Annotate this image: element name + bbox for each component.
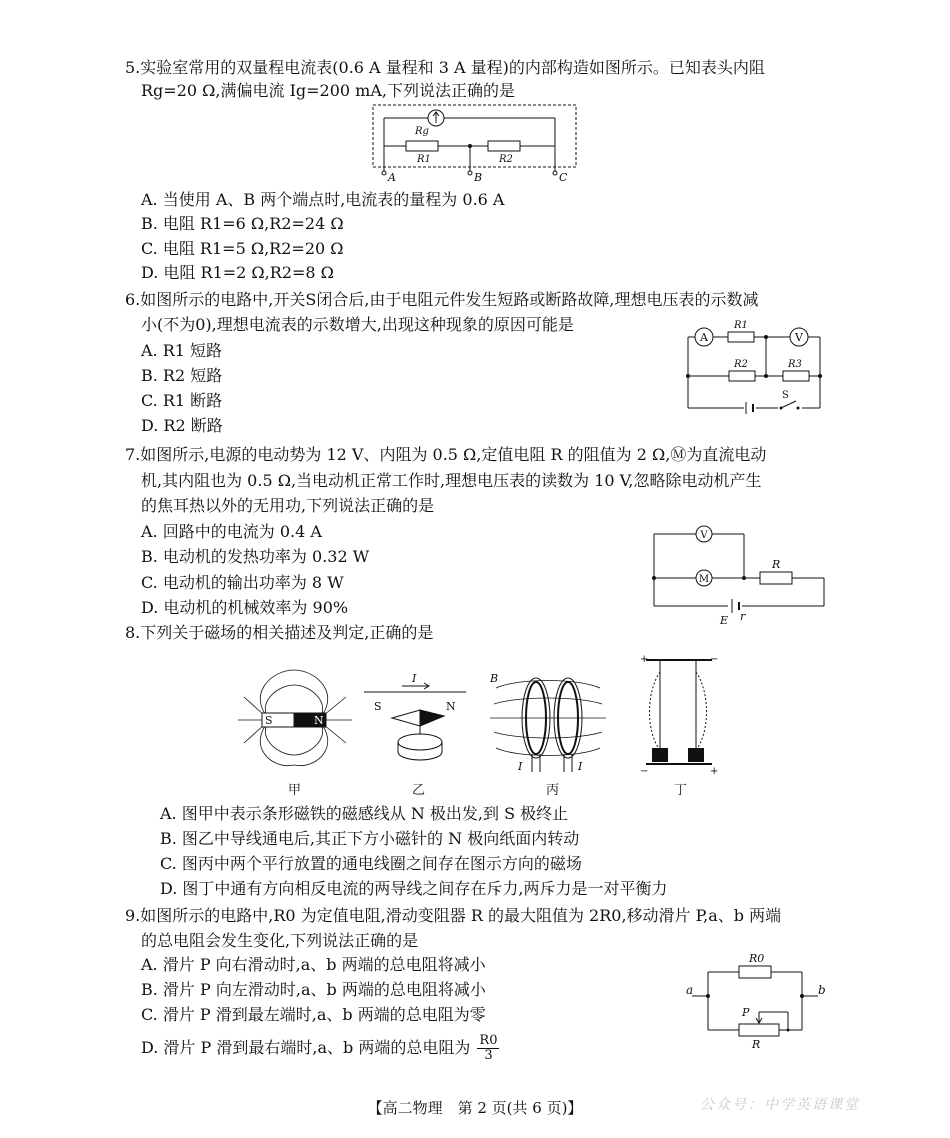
q5-fig-r1: R1 [417, 154, 431, 165]
q8-caption-yi: 乙 [412, 783, 426, 798]
q7-fig-rin: r [740, 610, 746, 623]
q8-option-d: D. 图丁中通有方向相反电流的两导线之间存在斥力,两斥力是一对平衡力 [160, 879, 668, 898]
q6-stem-line2: 小(不为0),理想电流表的示数增大,出现这种现象的原因可能是 [141, 315, 574, 334]
q6-option-d: D. R2 断路 [141, 416, 223, 435]
q8-ding-plus2: + [710, 766, 719, 777]
voltmeter-icon: V [700, 530, 708, 541]
q6-option-a: A. R1 短路 [141, 341, 223, 360]
q8-figure-yi [362, 672, 470, 767]
q5-fig-r2: R2 [499, 154, 513, 165]
q8-yi-n: N [446, 700, 456, 713]
q9-stem-line2: 的总电阻会发生变化,下列说法正确的是 [141, 931, 419, 950]
q9-fig-b: b [818, 983, 826, 997]
q5-option-a: A. 当使用 A、B 两个端点时,电流表的量程为 0.6 A [141, 190, 505, 209]
q7-stem-line3: 的焦耳热以外的无用功,下列说法正确的是 [141, 496, 435, 515]
q8-yi-i: I [412, 672, 417, 685]
q5-circuit-diagram [370, 103, 585, 183]
q9-stem-line1: 9.如图所示的电路中,R0 为定值电阻,滑动变阻器 R 的最大阻值为 2R0,移动滑片 P,a、b 两端 [125, 906, 782, 925]
q8-option-b: B. 图乙中导线通电后,其正下方小磁针的 N 极向纸面内转动 [160, 829, 580, 848]
q8-figure-jia [236, 665, 354, 765]
q8-caption-ding: 丁 [674, 783, 688, 798]
q6-fig-switch: S [782, 390, 789, 401]
q9-option-d-fraction [477, 1034, 499, 1063]
voltmeter-icon: V [795, 331, 803, 344]
q5-stem-line1: 5.实验室常用的双量程电流表(0.6 A 量程和 3 A 量程)的内部构造如图所示。已知表头内阻 [125, 58, 765, 77]
q8-bing-i1: I [518, 760, 523, 773]
q5-option-c: C. 电阻 R1=5 Ω,R2=20 Ω [141, 239, 344, 258]
q5-stem-line2: Rg=20 Ω,满偏电流 Ig=200 mA,下列说法正确的是 [141, 81, 515, 100]
q7-circuit-diagram [652, 524, 827, 629]
q9-option-d-text: D. 滑片 P 滑到最右端时,a、b 两端的总电阻为 [141, 1038, 471, 1057]
q5-fig-b: B [474, 171, 483, 184]
q8-figure-bing [488, 664, 608, 776]
q9-fig-p: P [742, 1006, 750, 1019]
q8-ding-plus: + [640, 654, 649, 665]
q7-option-d: D. 电动机的机械效率为 90% [141, 598, 349, 617]
fraction-numerator: R0 [479, 1033, 498, 1048]
q5-option-d: D. 电阻 R1=2 Ω,R2=8 Ω [141, 263, 334, 282]
q5-fig-rg: Rg [415, 126, 429, 137]
q6-circuit-diagram [686, 318, 826, 413]
q8-caption-jia: 甲 [288, 783, 302, 798]
fraction-denominator: 3 [484, 1048, 493, 1063]
q9-fig-a: a [686, 983, 694, 997]
q9-option-b: B. 滑片 P 向左滑动时,a、b 两端的总电阻将减小 [141, 980, 486, 999]
q8-option-a: A. 图甲中表示条形磁铁的磁感线从 N 极出发,到 S 极终止 [160, 804, 569, 823]
q9-fig-r: R [752, 1038, 761, 1051]
q8-caption-bing: 丙 [546, 783, 560, 798]
q8-figure-ding [638, 652, 720, 776]
q7-option-c: C. 电动机的输出功率为 8 W [141, 573, 344, 592]
q7-stem-line2: 机,其内阻也为 0.5 Ω,当电动机正常工作时,理想电压表的读数为 10 V,忽略除电动机产生 [141, 471, 762, 490]
q9-fig-r0: R0 [749, 952, 765, 965]
ammeter-icon: A [700, 331, 708, 344]
q8-bing-i2: I [578, 760, 583, 773]
q6-fig-r3: R3 [788, 359, 802, 370]
q6-option-b: B. R2 短路 [141, 366, 223, 385]
q6-fig-r2: R2 [734, 359, 748, 370]
page-footer: 【高二物理 第 2 页(共 6 页)】 [367, 1099, 583, 1117]
watermark: 公众号：中学英语课堂 [700, 1097, 860, 1113]
q9-option-a: A. 滑片 P 向右滑动时,a、b 两端的总电阻将减小 [141, 955, 486, 974]
q7-option-a: A. 回路中的电流为 0.4 A [141, 522, 322, 541]
q6-fig-r1: R1 [734, 320, 748, 331]
q9-option-d [141, 1034, 499, 1063]
q8-jia-n: N [314, 714, 324, 727]
q7-stem-line1: 7.如图所示,电源的电动势为 12 V、内阻为 0.5 Ω,定值电阻 R 的阻值为 2 Ω,Ⓜ为直流电动 [125, 445, 767, 464]
q8-stem: 8.下列关于磁场的相关描述及判定,正确的是 [125, 623, 434, 642]
q6-stem-line1: 6.如图所示的电路中,开关S闭合后,由于电阻元件发生短路或断路故障,理想电压表的示数减 [125, 290, 759, 309]
q7-fig-r: R [772, 558, 781, 571]
q8-yi-s: S [374, 700, 382, 713]
q8-bing-b: B [490, 672, 499, 685]
q9-option-c: C. 滑片 P 滑到最左端时,a、b 两端的总电阻为零 [141, 1005, 486, 1024]
motor-icon: M [698, 574, 710, 585]
q9-circuit-diagram [684, 950, 829, 1050]
q7-fig-e: E [720, 614, 729, 627]
q5-option-b: B. 电阻 R1=6 Ω,R2=24 Ω [141, 214, 344, 233]
q8-ding-minus2: − [640, 766, 649, 777]
q7-option-b: B. 电动机的发热功率为 0.32 W [141, 547, 370, 566]
q8-ding-minus: − [710, 654, 719, 665]
q5-fig-a: A [388, 171, 396, 184]
q6-option-c: C. R1 断路 [141, 391, 223, 410]
q5-fig-c: C [559, 171, 568, 184]
q8-jia-s: S [265, 714, 273, 727]
q8-option-c: C. 图丙中两个平行放置的通电线圈之间存在图示方向的磁场 [160, 854, 582, 873]
